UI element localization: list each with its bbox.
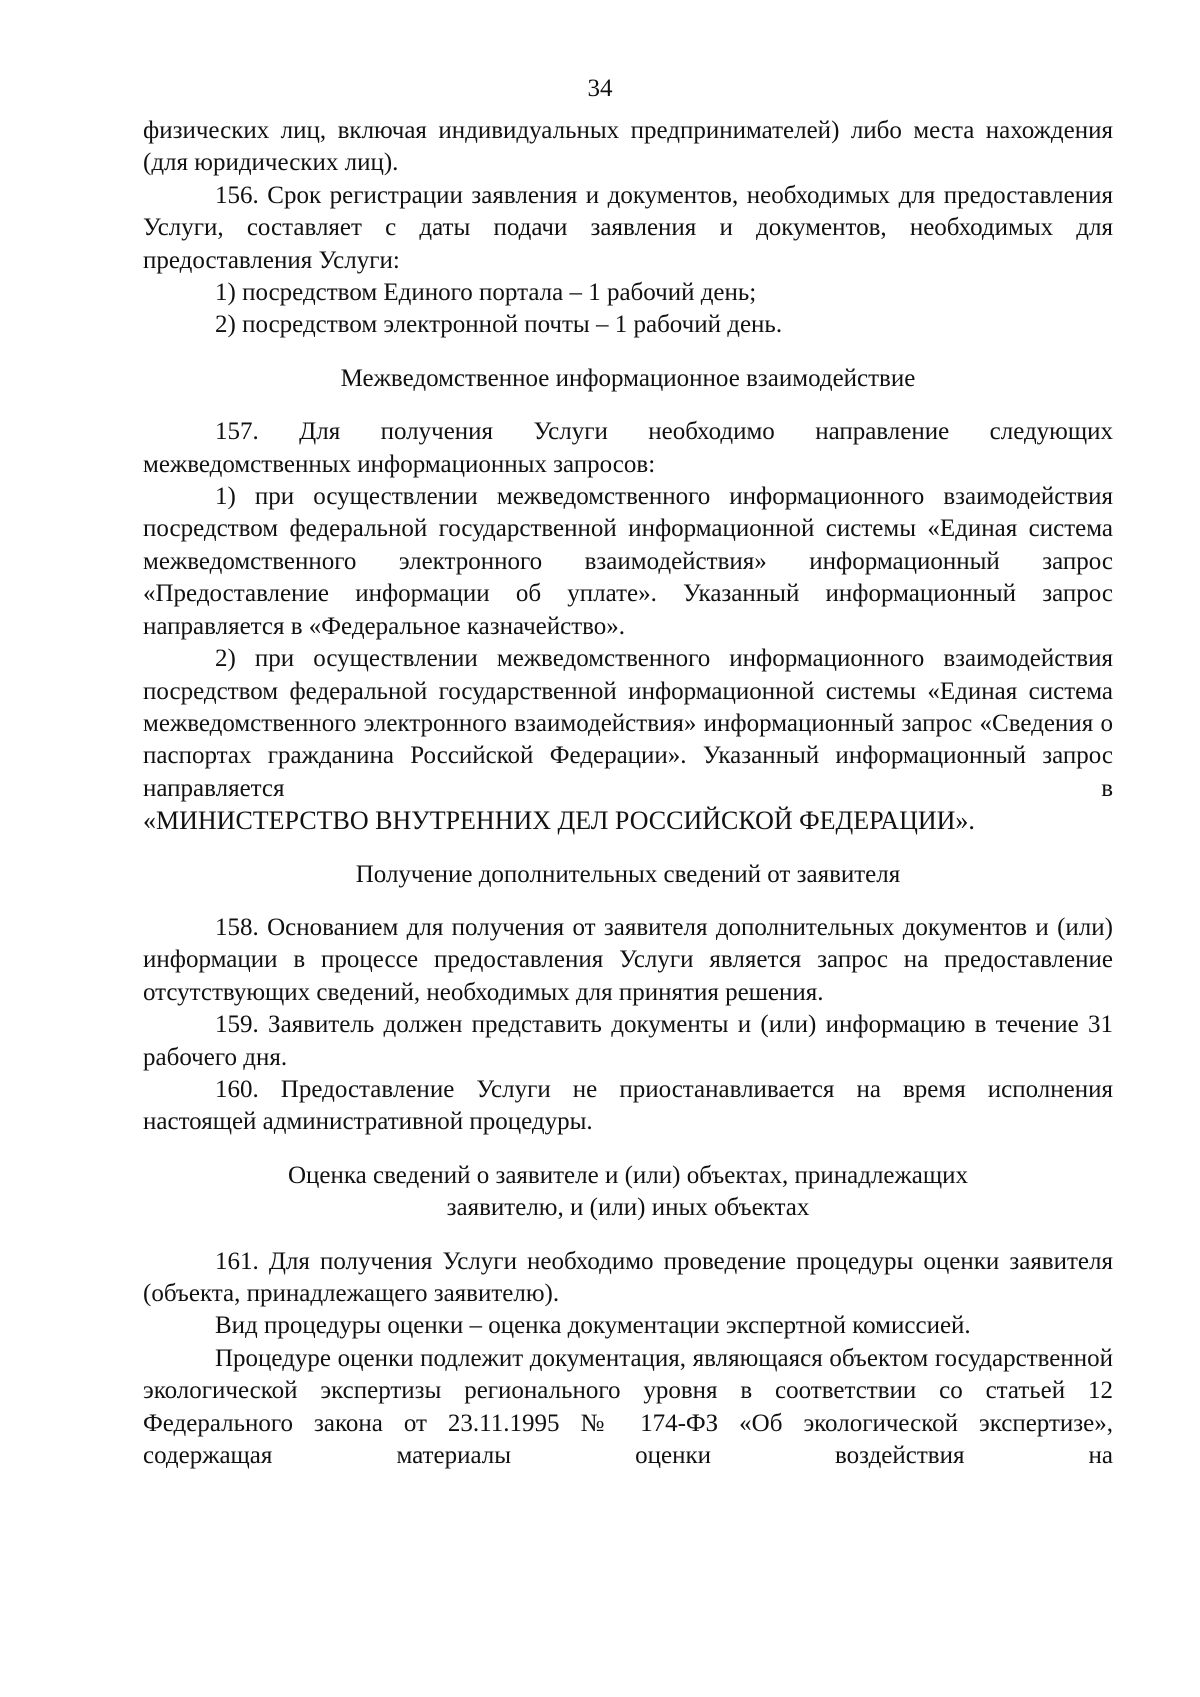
- paragraph-161: 161. Для получения Услуги необходимо проведение процедуры оценки заявителя (объекта, принадлежащего заявителю).: [143, 1247, 1113, 1307]
- page-number: 34: [587, 75, 613, 102]
- section-heading-assessment-line2: заявителю, и (или) иных объектах: [446, 1194, 810, 1222]
- list-item-156-1: 1) посредством Единого портала – 1 рабочий день;: [215, 279, 757, 307]
- section-heading-additional-info: Получение дополнительных сведений от заявителя: [355, 860, 901, 888]
- list-item-157-2-end: «МИНИСТЕРСТВО ВНУТРЕННИХ ДЕЛ РОССИЙСКОЙ ФЕДЕРАЦИИ».: [143, 806, 975, 836]
- section-heading-assessment-line1: Оценка сведений о заявителе и (или) объектах, принадлежащих: [287, 1161, 969, 1189]
- section-heading-interagency: Межведомственное информационное взаимодействие: [340, 364, 916, 392]
- paragraph-161-kind: Вид процедуры оценки – оценка документации экспертной комиссией.: [215, 1312, 971, 1340]
- paragraph-160: 160. Предоставление Услуги не приостанавливается на время исполнения настоящей административной процедуры.: [143, 1075, 1113, 1136]
- paragraph-continuation: физических лиц, включая индивидуальных предпринимателей) либо места нахождения (для юридических лиц).: [143, 117, 1113, 177]
- paragraph-156: 156. Срок регистрации заявления и документов, необходимых для предоставления Услуги, составляет с даты подачи заявления и документов, необходимых для предоставления Услуги:: [143, 181, 1113, 274]
- paragraph-157: 157. Для получения Услуги необходимо направление следующих межведомственных информационных запросов:: [143, 418, 1113, 478]
- paragraph-161-subject: Процедуре оценки подлежит документация, являющаяся объектом государственной экологической экспертизы регионального уровня в соответствии со статьей 12 Федерального закона от 23.11.1995 № 174-ФЗ «Об экологической экспертизе», содержащая материалы оценки воздействия на: [143, 1344, 1113, 1470]
- paragraph-158: 158. Основанием для получения от заявителя дополнительных документов и (или) информации в процессе предоставления Услуги является запрос на предоставление отсутствующих сведений, необходимых для принятия решения.: [143, 913, 1113, 1006]
- list-item-157-1: 1) при осуществлении межведомственного информационного взаимодействия посредством федеральной государственной информационной системы «Единая система межведомственного электронного взаимодействия» информационный запрос «Предоставление информации об уплате». Указанный информационный запрос направляется в «Федеральное казначейство».: [143, 483, 1113, 640]
- section-heading-assessment: [143, 1160, 1113, 1225]
- document-body: [143, 115, 1113, 1472]
- list-item-157-2: 2) при осуществлении межведомственного информационного взаимодействия посредством федеральной государственной информационной системы «Единая система межведомственного электронного взаимодействия» информационный запрос «Сведения о паспортах гражданина Российской Федерации». Указанный информационный запрос направляется в: [143, 645, 1113, 802]
- paragraph-159: 159. Заявитель должен представить документы и (или) информацию в течение 31 рабочего дня.: [143, 1011, 1113, 1071]
- list-item-156-2: 2) посредством электронной почты – 1 рабочий день.: [215, 311, 783, 339]
